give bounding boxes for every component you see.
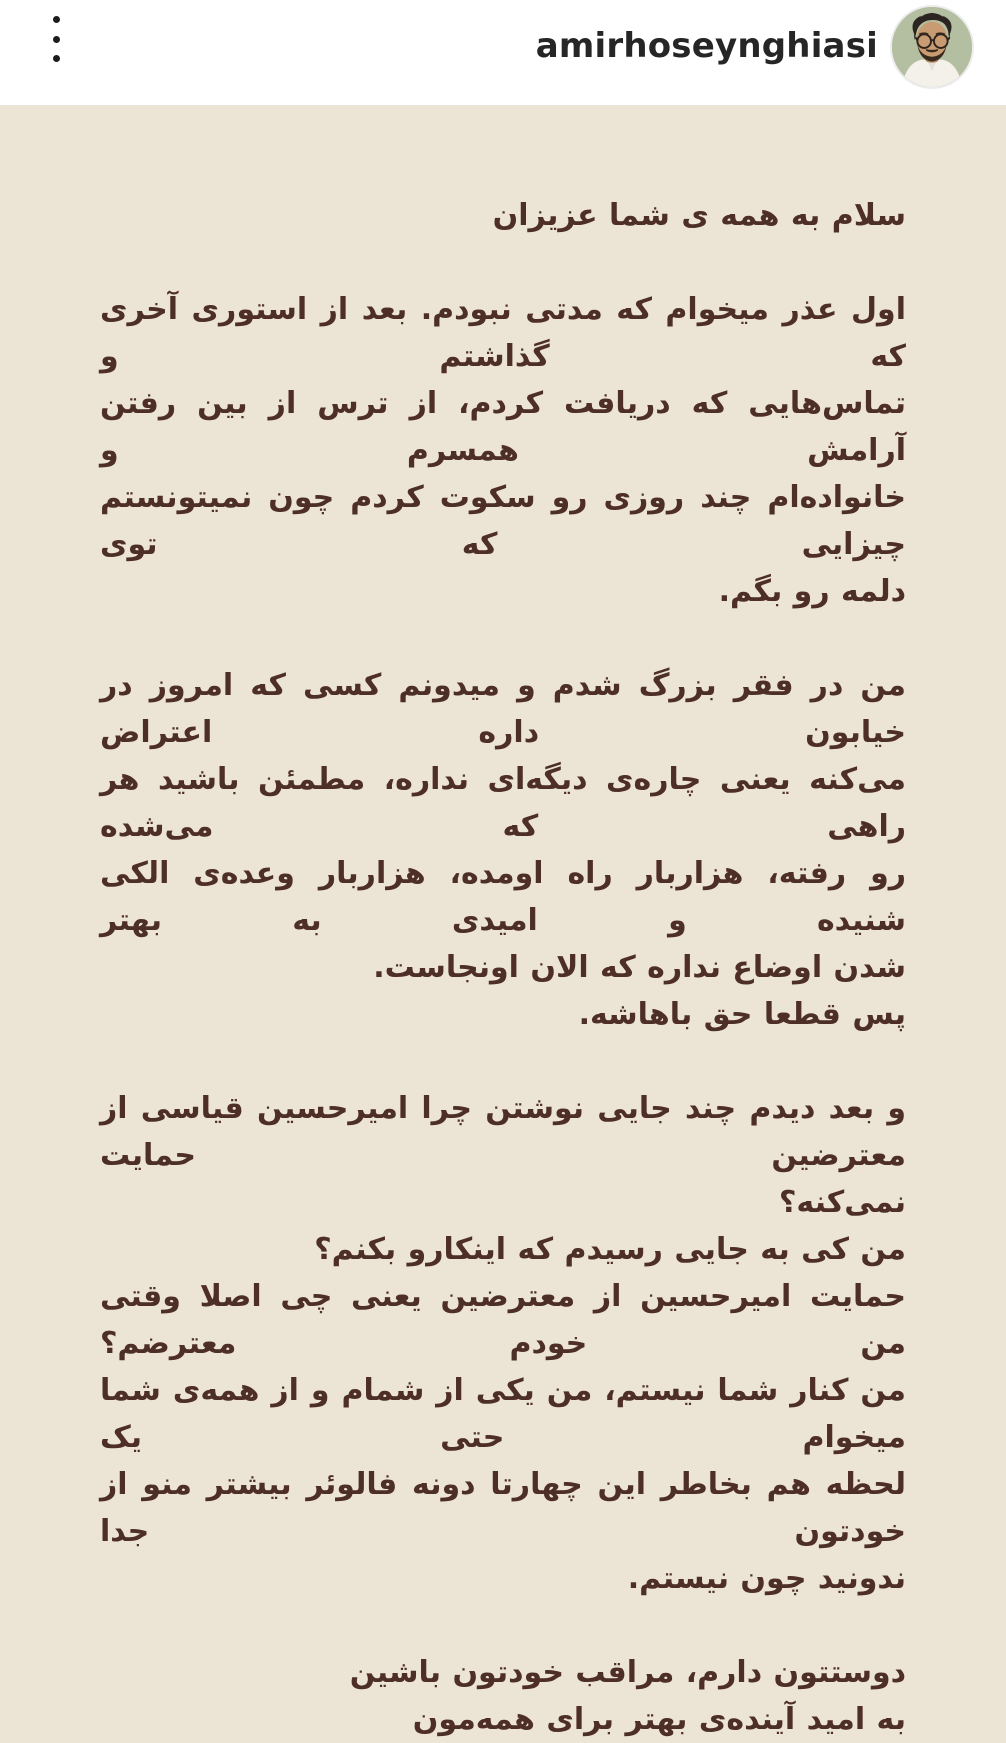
post-header: [0, 0, 1006, 105]
post-line: لحظه هم بخاطر این چهارتا دونه فالوئر بیشتر منو از خودتون جدا: [100, 1467, 906, 1549]
post-line: نمی‌کنه؟: [778, 1185, 906, 1220]
post-line: اول عذر میخوام که مدتی نبودم. بعد از استوری آخری که گذاشتم و: [100, 292, 906, 374]
post-line: دلمه رو بگم.: [718, 574, 906, 609]
kebab-menu-icon: [53, 16, 60, 23]
avatar[interactable]: [890, 5, 974, 89]
post-body: [0, 105, 1006, 1737]
post-line: و بعد دیدم چند جایی نوشتن چرا امیرحسین قیاسی از معترضین حمایت: [100, 1091, 906, 1173]
post-line: من کی به جایی رسیدم که اینکارو بکنم؟: [314, 1232, 906, 1267]
more-options-button[interactable]: [46, 16, 66, 62]
post-line: به امید آینده‌ی بهتر برای همه‌مون: [412, 1702, 906, 1737]
username-link[interactable]: amirhoseynghiasi: [535, 26, 878, 66]
post-line: سلام به همه ی شما عزیزان: [492, 198, 906, 233]
post-line: رو رفته، هزاربار راه اومده، هزاربار وعده‌ی الکی شنیده و امیدی به بهتر: [100, 856, 906, 938]
kebab-menu-icon: [53, 55, 60, 62]
post-line: دوستتون دارم، مراقب خودتون باشین: [349, 1655, 906, 1690]
post-line: من در فقر بزرگ شدم و میدونم کسی که امروز در خیابون داره اعتراض: [100, 668, 906, 750]
kebab-menu-icon: [53, 36, 60, 43]
post-line: تماس‌هایی که دریافت کردم، از ترس از بین رفتن آرامش همسرم و: [100, 386, 906, 468]
post-line: حمایت امیرحسین از معترضین یعنی چی اصلا وقتی من خودم معترضم؟: [100, 1279, 906, 1361]
post-line: من کنار شما نیستم، من یکی از شمام و از همه‌ی شما میخوام حتی یک: [100, 1373, 906, 1455]
post-line: پس قطعا حق باهاشه.: [578, 997, 906, 1032]
post-line: شدن اوضاع نداره که الان اونجاست.: [373, 950, 906, 985]
post-line: خانواده‌ام چند روزی رو سکوت کردم چون نمیتونستم چیزایی که توی: [100, 480, 906, 562]
post-line: ندونید چون نیستم.: [627, 1561, 906, 1596]
profile-photo-icon: [892, 7, 972, 87]
post-line: می‌کنه یعنی چاره‌ی دیگه‌ای نداره، مطمئن باشید هر راهی که می‌شده: [100, 762, 906, 844]
